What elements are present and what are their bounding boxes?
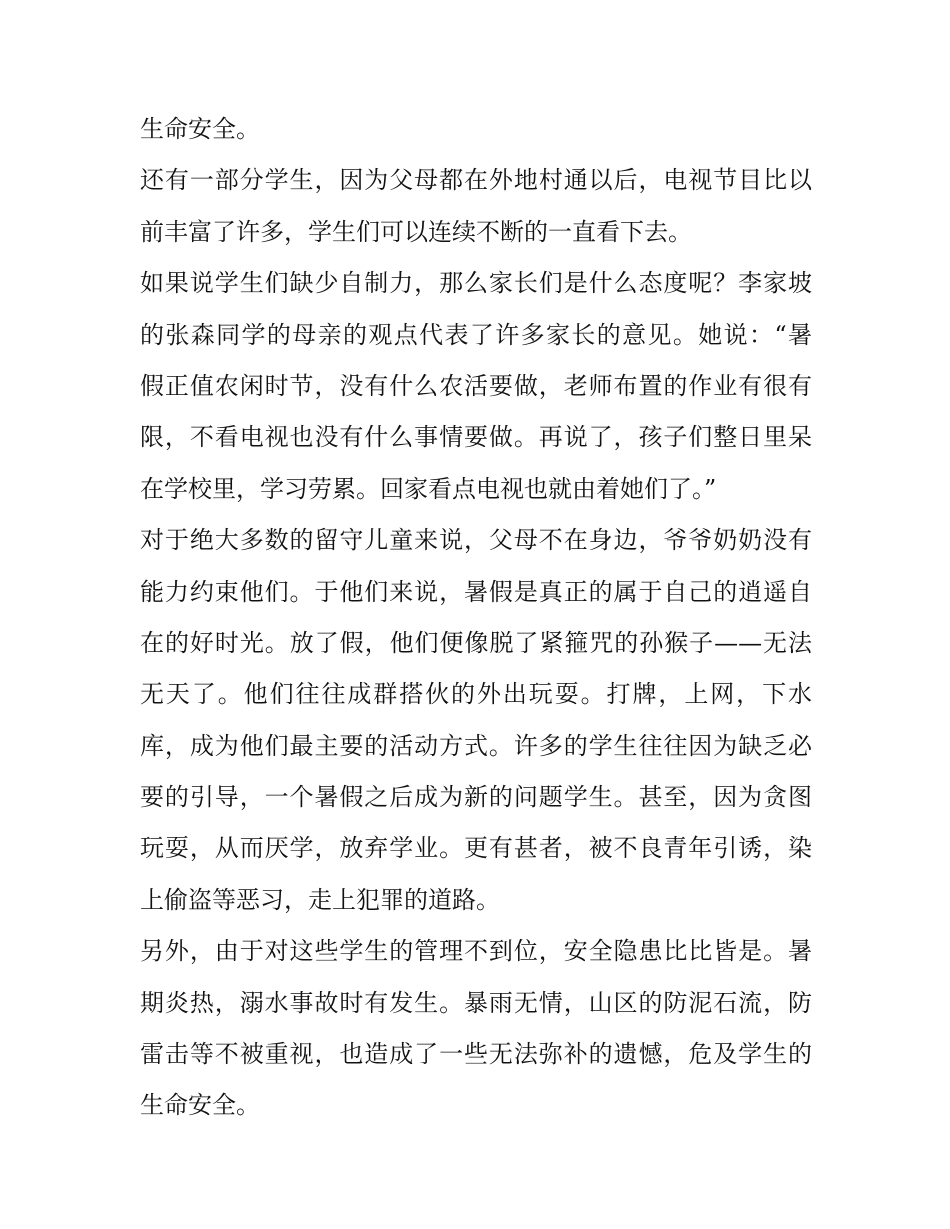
text-line: 玩耍，从而厌学，放弃学业。更有甚者，被不良青年引诱，染 xyxy=(140,834,812,863)
text-line: 在的好时光。放了假，他们便像脱了紧箍咒的孙猴子——无法 xyxy=(140,628,812,657)
document-body xyxy=(140,104,812,1132)
paragraph xyxy=(140,515,812,926)
text-line: 还有一部分学生，因为父母都在外地村通以后，电视节目比以 xyxy=(140,166,812,195)
text-line: 库，成为他们最主要的活动方式。许多的学生往往因为缺乏必 xyxy=(140,731,812,760)
text-line: 在学校里，学习劳累。回家看点电视也就由着她们了。” xyxy=(140,474,717,503)
text-line: 如果说学生们缺少自制力，那么家长们是什么态度呢？李家坡 xyxy=(140,269,812,298)
text-line: 要的引导，一个暑假之后成为新的问题学生。甚至，因为贪图 xyxy=(140,783,812,812)
text-line: 上偷盗等恶习，走上犯罪的道路。 xyxy=(140,885,500,914)
text-line: 对于绝大多数的留守儿童来说，父母不在身边，爷爷奶奶没有 xyxy=(140,526,812,555)
text-line: 限，不看电视也没有什么事情要做。再说了，孩子们整日里呆 xyxy=(140,423,812,452)
paragraph xyxy=(140,104,812,155)
paragraph xyxy=(140,155,812,258)
text-line: 假正值农闲时节，没有什么农活要做，老师布置的作业有很有 xyxy=(140,371,812,400)
text-line: 无天了。他们往往成群搭伙的外出玩耍。打牌，上网，下水 xyxy=(140,680,812,709)
text-line: 前丰富了许多，学生们可以连续不断的一直看下去。 xyxy=(140,217,692,246)
text-line: 生命安全。 xyxy=(140,115,260,143)
paragraph xyxy=(140,926,812,1132)
text-line: 生命安全。 xyxy=(140,1091,260,1120)
text-line: 雷击等不被重视，也造成了一些无法弥补的遗憾，危及学生的 xyxy=(140,1040,812,1069)
text-line: 的张森同学的母亲的观点代表了许多家长的意见。她说：“暑 xyxy=(140,320,812,349)
text-line: 能力约束他们。于他们来说，暑假是真正的属于自己的逍遥自 xyxy=(140,577,812,606)
text-line: 期炎热，溺水事故时有发生。暴雨无情，山区的防泥石流，防 xyxy=(140,988,812,1017)
text-line: 另外，由于对这些学生的管理不到位，安全隐患比比皆是。暑 xyxy=(140,937,812,966)
paragraph xyxy=(140,258,812,515)
